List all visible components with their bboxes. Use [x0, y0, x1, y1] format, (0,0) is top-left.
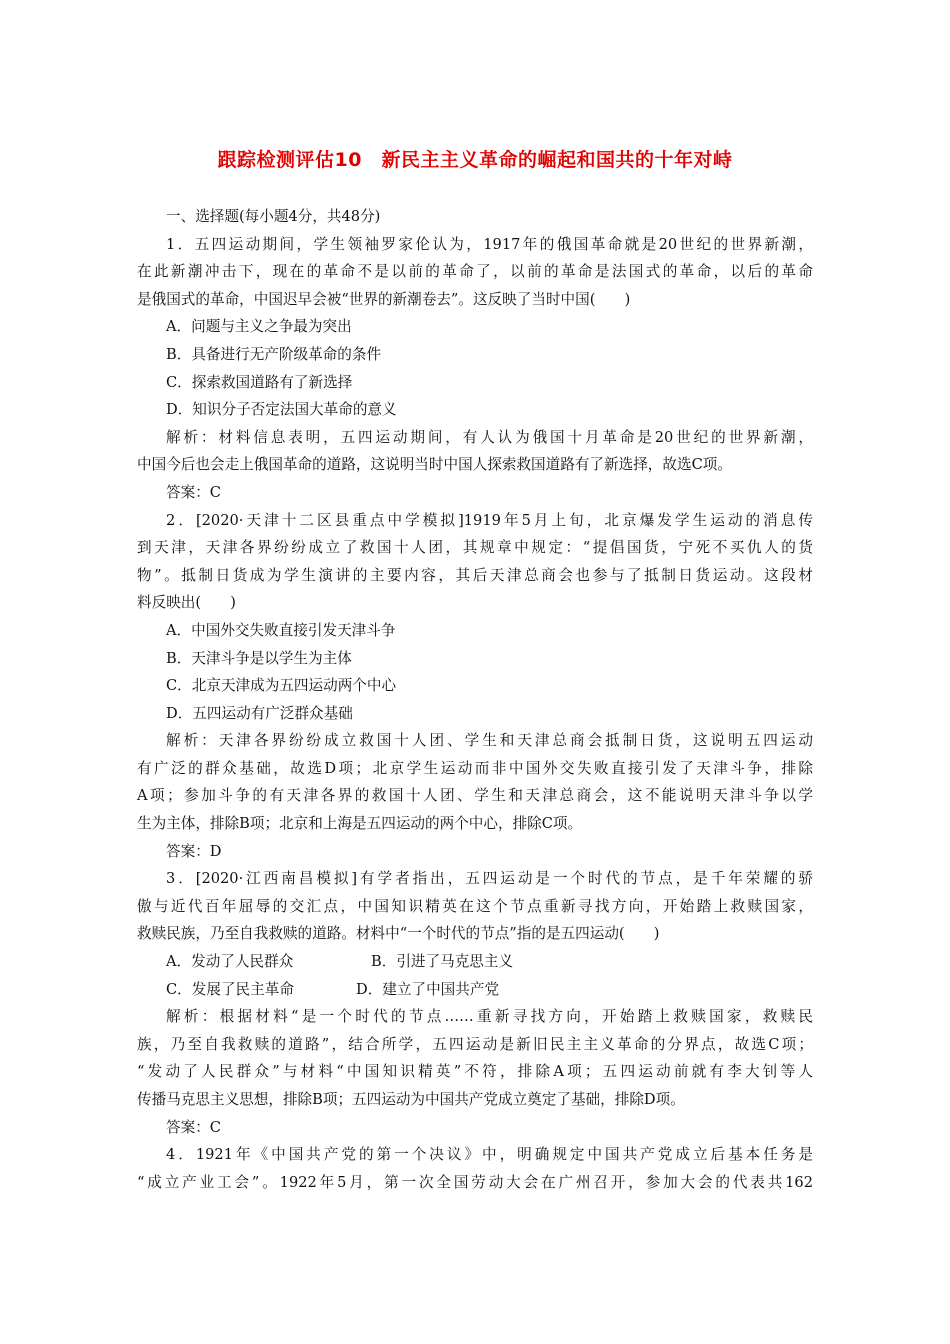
question-3-line-3: 救赎民族，乃至自我救赎的道路。材料中“一个时代的节点”指的是五四运动( )	[137, 925, 660, 943]
question-1-option-c: C．探索救国道路有了新选择	[166, 373, 353, 391]
question-3-option-c: C．发展了民主革命	[166, 980, 294, 998]
question-3-analysis-line-3: “发动了人民群众”与材料“中国知识精英”不符，排除A项；五四运动前就有李大钊等人	[137, 1063, 813, 1081]
question-2-line-2: 到天津，天津各界纷纷成立了救国十人团，其规章中规定：“提倡国货，宁死不买仇人的货	[137, 539, 813, 557]
question-2-analysis-line-3: A项；参加斗争的有天津各界的救国十人团、学生和天津总商会，这不能说明天津斗争以学	[137, 787, 813, 805]
question-2-line-4: 料反映出( )	[137, 594, 236, 612]
document-title: 跟踪检测评估10 新民主主义革命的崛起和国共的十年对峙	[217, 149, 733, 171]
question-1-answer: 答案：C	[166, 483, 221, 501]
question-3-answer: 答案：C	[166, 1118, 221, 1136]
question-1-analysis-line-1: 解析：材料信息表明，五四运动期间，有人认为俄国十月革命是20世纪的世界新潮，	[166, 428, 813, 446]
document-body	[137, 203, 813, 1196]
question-2-option-d: D．五四运动有广泛群众基础	[166, 704, 353, 722]
question-1-option-a: A．问题与主义之争最为突出	[166, 318, 352, 336]
question-2-option-a: A．中国外交失败直接引发天津斗争	[166, 621, 396, 639]
question-1-option-b: B．具备进行无产阶级革命的条件	[166, 345, 382, 363]
question-1-line-3: 是俄国式的革命，中国迟早会被“世界的新潮卷去”。这反映了当时中国( )	[137, 290, 631, 308]
question-3-line-2: 傲与近代百年屈辱的交汇点，中国知识精英在这个节点重新寻找方向，开始踏上救赎国家，	[137, 897, 813, 915]
question-1-line-2: 在此新潮冲击下，现在的革命不是以前的革命了，以前的革命是法国式的革命，以后的革命	[137, 263, 813, 281]
question-3-analysis-line-1: 解析：根据材料“是一个时代的节点……重新寻找方向，开始踏上救赎国家，救赎民	[166, 1008, 813, 1026]
question-2-line-3: 物”。抵制日货成为学生演讲的主要内容，其后天津总商会也参与了抵制日货运动。这段材	[137, 566, 813, 584]
question-3-option-b: B．引进了马克思主义	[371, 953, 514, 971]
question-2-line-1: 2．[2020·天津十二区县重点中学模拟]1919年5月上旬，北京爆发学生运动的消息传	[166, 511, 813, 529]
question-1-line-1: 1．五四运动期间，学生领袖罗家伦认为，1917年的俄国革命就是20世纪的世界新潮，	[166, 235, 813, 253]
question-1-option-d: D．知识分子否定法国大革命的意义	[166, 401, 397, 419]
question-3-options-row-1	[137, 948, 813, 976]
section-heading: 一、选择题(每小题4分，共48分)	[166, 208, 381, 225]
question-3-option-d: D．建立了中国共产党	[356, 980, 500, 998]
question-4-line-1: 4．1921年《中国共产党的第一个决议》中，明确规定中国共产党成立后基本任务是	[166, 1146, 813, 1164]
question-3-option-a: A．发动了人民群众	[166, 953, 294, 971]
question-2-option-b: B．天津斗争是以学生为主体	[166, 649, 352, 667]
question-2-analysis-line-1: 解析：天津各界纷纷成立救国十人团、学生和天津总商会抵制日货，这说明五四运动	[166, 732, 813, 750]
question-2-option-c: C．北京天津成为五四运动两个中心	[166, 677, 397, 695]
question-4-line-2: “成立产业工会”。1922年5月，第一次全国劳动大会在广州召开，参加大会的代表共162	[137, 1173, 813, 1191]
question-2-analysis-line-4: 生为主体，排除B项；北京和上海是五四运动的两个中心，排除C项。	[137, 815, 583, 833]
question-2-analysis-line-2: 有广泛的群众基础，故选D项；北京学生运动而非中国外交失败直接引发了天津斗争，排除	[137, 759, 813, 777]
question-3-analysis-line-2: 族，乃至自我救赎的道路”，结合所学，五四运动是新旧民主主义革命的分界点，故选C项；	[137, 1035, 813, 1053]
question-1-analysis-line-2: 中国今后也会走上俄国革命的道路，这说明当时中国人探索救国道路有了新选择，故选C项。	[137, 456, 732, 474]
question-3-options-row-2	[137, 976, 813, 1004]
question-2-answer: 答案：D	[166, 842, 222, 860]
question-3-analysis-line-4: 传播马克思主义思想，排除B项；五四运动为中国共产党成立奠定了基础，排除D项。	[137, 1091, 685, 1108]
question-3-line-1: 3．[2020·江西南昌模拟]有学者指出，五四运动是一个时代的节点，是千年荣耀的骄	[166, 870, 813, 888]
